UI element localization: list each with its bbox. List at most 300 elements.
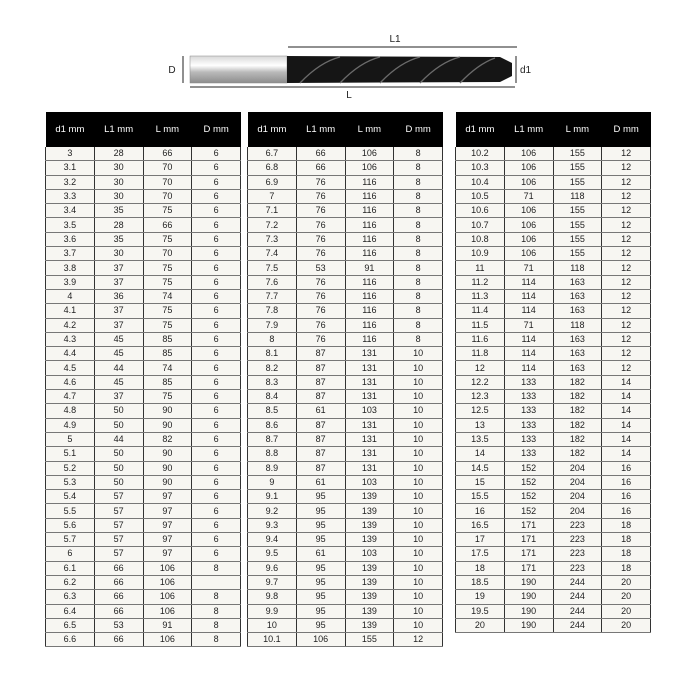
cell-l: 139	[345, 575, 394, 589]
cell-d1: 4	[46, 289, 95, 303]
table-row	[46, 490, 241, 504]
table-row	[248, 232, 443, 246]
cell-l1: 76	[296, 304, 345, 318]
table-row	[456, 218, 651, 232]
table-row	[248, 147, 443, 161]
table-row	[248, 247, 443, 261]
cell-d: 8	[192, 590, 241, 604]
cell-l1: 114	[504, 275, 553, 289]
header-d1: d1 mm	[46, 112, 95, 147]
cell-l1: 28	[94, 218, 143, 232]
table-row	[248, 175, 443, 189]
cell-d1: 6.5	[46, 618, 95, 632]
cell-d1: 12	[456, 361, 505, 375]
cell-d: 6	[192, 275, 241, 289]
header-d: D mm	[602, 112, 651, 147]
cell-l1: 106	[504, 247, 553, 261]
cell-d: 6	[192, 533, 241, 547]
cell-d: 6	[192, 147, 241, 161]
table-row	[456, 561, 651, 575]
cell-d: 20	[602, 575, 651, 589]
cell-d1: 3.8	[46, 261, 95, 275]
cell-d1: 18.5	[456, 575, 505, 589]
table-row	[456, 604, 651, 618]
cell-l: 139	[345, 561, 394, 575]
table-row	[46, 275, 241, 289]
table-row	[46, 518, 241, 532]
table-row	[46, 561, 241, 575]
table-row	[46, 604, 241, 618]
cell-l: 163	[553, 289, 602, 303]
cell-l: 106	[143, 575, 192, 589]
cell-d1: 16	[456, 504, 505, 518]
cell-d1: 5.6	[46, 518, 95, 532]
table-row	[456, 518, 651, 532]
table-row	[248, 261, 443, 275]
cell-l1: 87	[296, 447, 345, 461]
cell-d: 20	[602, 618, 651, 632]
cell-d: 8	[394, 247, 443, 261]
cell-l1: 57	[94, 547, 143, 561]
size-table-1	[45, 112, 241, 647]
cell-l1: 190	[504, 604, 553, 618]
cell-l1: 114	[504, 332, 553, 346]
cell-l: 131	[345, 447, 394, 461]
cell-l: 106	[345, 147, 394, 161]
cell-d: 10	[394, 418, 443, 432]
cell-l1: 37	[94, 261, 143, 275]
table-row	[46, 432, 241, 446]
cell-l1: 45	[94, 347, 143, 361]
table-row	[46, 175, 241, 189]
table-row	[248, 218, 443, 232]
cell-l: 74	[143, 289, 192, 303]
cell-l: 182	[553, 375, 602, 389]
l-label: L	[346, 90, 352, 101]
cell-l1: 87	[296, 361, 345, 375]
table-row	[456, 261, 651, 275]
cell-l: 90	[143, 404, 192, 418]
cell-d: 8	[394, 147, 443, 161]
cell-l1: 133	[504, 404, 553, 418]
cell-l1: 50	[94, 461, 143, 475]
cell-d: 12	[602, 289, 651, 303]
table-row	[46, 332, 241, 346]
cell-l: 116	[345, 232, 394, 246]
table-row	[46, 247, 241, 261]
cell-d1: 5.5	[46, 504, 95, 518]
cell-d1: 10.7	[456, 218, 505, 232]
cell-d1: 9.5	[248, 547, 297, 561]
cell-d: 10	[394, 561, 443, 575]
cell-l: 131	[345, 375, 394, 389]
cell-l: 116	[345, 247, 394, 261]
cell-l1: 66	[94, 561, 143, 575]
cell-l: 163	[553, 275, 602, 289]
table-row	[248, 418, 443, 432]
cell-l1: 114	[504, 361, 553, 375]
table-row	[46, 289, 241, 303]
cell-l1: 30	[94, 161, 143, 175]
cell-l1: 106	[504, 147, 553, 161]
cell-l: 66	[143, 218, 192, 232]
table-row	[248, 361, 443, 375]
cell-d1: 8.7	[248, 432, 297, 446]
cell-d1: 9.1	[248, 490, 297, 504]
table-row	[456, 275, 651, 289]
cell-d1: 9.2	[248, 504, 297, 518]
cell-d: 10	[394, 432, 443, 446]
table-row	[248, 461, 443, 475]
cell-d1: 11	[456, 261, 505, 275]
table-row	[456, 161, 651, 175]
cell-d: 10	[394, 361, 443, 375]
cell-l: 97	[143, 518, 192, 532]
d1-label: d1	[520, 65, 532, 76]
cell-l: 139	[345, 618, 394, 632]
cell-l1: 45	[94, 375, 143, 389]
cell-l1: 76	[296, 204, 345, 218]
cell-d1: 7.6	[248, 275, 297, 289]
cell-d: 18	[602, 533, 651, 547]
cell-l1: 95	[296, 561, 345, 575]
cell-l: 155	[553, 247, 602, 261]
cell-d: 6	[192, 204, 241, 218]
cell-d1: 4.6	[46, 375, 95, 389]
cell-d: 10	[394, 375, 443, 389]
cell-d: 8	[192, 618, 241, 632]
cell-d: 6	[192, 304, 241, 318]
cell-d1: 11.2	[456, 275, 505, 289]
cell-l: 85	[143, 375, 192, 389]
table-row	[456, 361, 651, 375]
cell-d1: 5.3	[46, 475, 95, 489]
cell-l: 75	[143, 232, 192, 246]
cell-l1: 133	[504, 390, 553, 404]
table-row	[248, 618, 443, 632]
cell-d: 8	[394, 318, 443, 332]
cell-l: 118	[553, 261, 602, 275]
cell-l: 204	[553, 461, 602, 475]
table-row	[456, 375, 651, 389]
cell-l: 103	[345, 475, 394, 489]
cell-d1: 4.9	[46, 418, 95, 432]
cell-l1: 50	[94, 447, 143, 461]
cell-l: 131	[345, 461, 394, 475]
cell-l1: 76	[296, 189, 345, 203]
table-row	[456, 575, 651, 589]
cell-d: 10	[394, 475, 443, 489]
cell-l: 116	[345, 275, 394, 289]
cell-l1: 106	[504, 161, 553, 175]
cell-d1: 10.6	[456, 204, 505, 218]
cell-d1: 8.6	[248, 418, 297, 432]
cell-d: 6	[192, 175, 241, 189]
cell-d1: 5	[46, 432, 95, 446]
cell-d1: 13.5	[456, 432, 505, 446]
cell-l1: 57	[94, 504, 143, 518]
cell-d1: 3.7	[46, 247, 95, 261]
cell-l: 103	[345, 547, 394, 561]
table-row	[248, 204, 443, 218]
cell-d1: 19	[456, 590, 505, 604]
cell-d1: 8.3	[248, 375, 297, 389]
cell-l1: 76	[296, 247, 345, 261]
cell-l: 204	[553, 475, 602, 489]
cell-d: 6	[192, 518, 241, 532]
cell-l1: 114	[504, 304, 553, 318]
drill-flutes	[287, 56, 512, 83]
cell-d: 12	[602, 147, 651, 161]
cell-d: 20	[602, 590, 651, 604]
cell-d1: 7.4	[248, 247, 297, 261]
cell-l: 118	[553, 189, 602, 203]
table-row	[248, 561, 443, 575]
header-d1: d1 mm	[248, 112, 297, 147]
table-row	[456, 447, 651, 461]
cell-l1: 95	[296, 490, 345, 504]
cell-d1: 3.6	[46, 232, 95, 246]
cell-l: 163	[553, 361, 602, 375]
cell-d1: 7	[248, 189, 297, 203]
cell-d: 8	[394, 189, 443, 203]
table-row	[46, 590, 241, 604]
cell-d1: 4.5	[46, 361, 95, 375]
cell-d: 6	[192, 390, 241, 404]
cell-d1: 10.1	[248, 633, 297, 647]
cell-d1: 7.8	[248, 304, 297, 318]
table-row	[456, 232, 651, 246]
cell-d1: 17.5	[456, 547, 505, 561]
cell-l1: 36	[94, 289, 143, 303]
cell-d: 8	[192, 633, 241, 647]
cell-l: 91	[345, 261, 394, 275]
cell-l: 116	[345, 189, 394, 203]
table-row	[248, 390, 443, 404]
table-row	[248, 318, 443, 332]
cell-d1: 6.1	[46, 561, 95, 575]
cell-d1: 11.6	[456, 332, 505, 346]
cell-l: 155	[553, 218, 602, 232]
table-row	[248, 633, 443, 647]
table-row	[456, 189, 651, 203]
cell-d1: 4.2	[46, 318, 95, 332]
cell-d: 14	[602, 447, 651, 461]
cell-l1: 50	[94, 404, 143, 418]
cell-d1: 7.1	[248, 204, 297, 218]
table-row	[456, 204, 651, 218]
table-header-row	[456, 112, 651, 147]
cell-d1: 8.8	[248, 447, 297, 461]
cell-l1: 171	[504, 533, 553, 547]
cell-d: 12	[602, 347, 651, 361]
cell-d1: 8.2	[248, 361, 297, 375]
cell-d1: 4.4	[46, 347, 95, 361]
table-row	[248, 332, 443, 346]
cell-d: 6	[192, 404, 241, 418]
cell-d1: 18	[456, 561, 505, 575]
table-row	[46, 461, 241, 475]
table-row	[456, 618, 651, 632]
cell-d: 6	[192, 189, 241, 203]
cell-l: 75	[143, 275, 192, 289]
cell-l1: 61	[296, 547, 345, 561]
cell-l: 82	[143, 432, 192, 446]
cell-l1: 106	[504, 232, 553, 246]
cell-d: 8	[394, 275, 443, 289]
cell-d: 10	[394, 518, 443, 532]
cell-d	[192, 575, 241, 589]
table-row	[46, 232, 241, 246]
table-row	[248, 304, 443, 318]
header-l: L mm	[553, 112, 602, 147]
cell-d1: 6.2	[46, 575, 95, 589]
cell-d1: 19.5	[456, 604, 505, 618]
cell-l1: 106	[504, 175, 553, 189]
cell-d1: 7.7	[248, 289, 297, 303]
cell-l: 116	[345, 218, 394, 232]
cell-d: 12	[602, 332, 651, 346]
size-table-2	[247, 112, 443, 647]
cell-l1: 152	[504, 475, 553, 489]
cell-l: 182	[553, 418, 602, 432]
cell-l1: 133	[504, 447, 553, 461]
cell-d: 12	[602, 361, 651, 375]
cell-l: 70	[143, 161, 192, 175]
cell-l1: 66	[94, 590, 143, 604]
cell-d1: 8	[248, 332, 297, 346]
cell-d1: 6.7	[248, 147, 297, 161]
cell-d: 10	[394, 547, 443, 561]
table-row	[248, 533, 443, 547]
cell-d: 16	[602, 475, 651, 489]
cell-l: 90	[143, 418, 192, 432]
table-row	[456, 147, 651, 161]
cell-d: 6	[192, 418, 241, 432]
table-row	[248, 575, 443, 589]
cell-d: 10	[394, 533, 443, 547]
cell-l: 131	[345, 361, 394, 375]
cell-l1: 190	[504, 590, 553, 604]
cell-l1: 76	[296, 175, 345, 189]
cell-l1: 76	[296, 218, 345, 232]
cell-l: 97	[143, 490, 192, 504]
cell-d: 6	[192, 161, 241, 175]
cell-d1: 12.5	[456, 404, 505, 418]
cell-d: 6	[192, 232, 241, 246]
cell-l: 223	[553, 561, 602, 575]
cell-d: 14	[602, 390, 651, 404]
cell-l: 75	[143, 318, 192, 332]
table-header-row	[248, 112, 443, 147]
table-row	[46, 418, 241, 432]
cell-d1: 4.1	[46, 304, 95, 318]
cell-l1: 87	[296, 418, 345, 432]
cell-d1: 7.9	[248, 318, 297, 332]
cell-l1: 53	[296, 261, 345, 275]
cell-d1: 6	[46, 547, 95, 561]
cell-l: 116	[345, 204, 394, 218]
cell-l1: 152	[504, 504, 553, 518]
cell-d1: 7.2	[248, 218, 297, 232]
cell-l1: 66	[296, 161, 345, 175]
cell-d1: 4.3	[46, 332, 95, 346]
cell-l: 90	[143, 475, 192, 489]
cell-d1: 7.5	[248, 261, 297, 275]
cell-l1: 66	[94, 633, 143, 647]
table-row	[46, 147, 241, 161]
cell-l: 244	[553, 590, 602, 604]
cell-l: 116	[345, 289, 394, 303]
table-row	[248, 347, 443, 361]
cell-d: 18	[602, 518, 651, 532]
cell-d1: 3.2	[46, 175, 95, 189]
cell-l: 106	[143, 561, 192, 575]
cell-d: 10	[394, 404, 443, 418]
cell-d: 14	[602, 432, 651, 446]
cell-d: 8	[394, 332, 443, 346]
cell-d: 8	[192, 604, 241, 618]
cell-d: 16	[602, 461, 651, 475]
cell-l: 139	[345, 604, 394, 618]
drill-bit-diagram	[0, 0, 700, 110]
cell-d1: 15.5	[456, 490, 505, 504]
table-row	[46, 375, 241, 389]
cell-l: 116	[345, 304, 394, 318]
table-row	[456, 347, 651, 361]
cell-l1: 76	[296, 289, 345, 303]
table-row	[456, 247, 651, 261]
table-row	[46, 347, 241, 361]
cell-d1: 5.1	[46, 447, 95, 461]
cell-l: 106	[143, 633, 192, 647]
cell-l1: 95	[296, 533, 345, 547]
cell-l1: 37	[94, 318, 143, 332]
table-row	[46, 390, 241, 404]
cell-l1: 152	[504, 461, 553, 475]
table-row	[248, 447, 443, 461]
table-row	[46, 475, 241, 489]
cell-d: 12	[602, 247, 651, 261]
cell-l1: 152	[504, 490, 553, 504]
cell-d1: 10	[248, 618, 297, 632]
cell-l: 116	[345, 332, 394, 346]
cell-d1: 12.2	[456, 375, 505, 389]
cell-l: 139	[345, 590, 394, 604]
cell-d: 12	[602, 318, 651, 332]
cell-l1: 66	[94, 604, 143, 618]
cell-l: 106	[345, 161, 394, 175]
table-row	[46, 361, 241, 375]
cell-d: 12	[602, 189, 651, 203]
cell-l: 116	[345, 318, 394, 332]
cell-l1: 35	[94, 232, 143, 246]
cell-l: 139	[345, 518, 394, 532]
header-l: L mm	[345, 112, 394, 147]
cell-l1: 95	[296, 590, 345, 604]
cell-d1: 9	[248, 475, 297, 489]
table-row	[248, 404, 443, 418]
d-label: D	[168, 65, 176, 76]
cell-l1: 190	[504, 575, 553, 589]
cell-d: 8	[394, 304, 443, 318]
l1-label: L1	[389, 34, 401, 45]
cell-d1: 5.4	[46, 490, 95, 504]
table-row	[248, 432, 443, 446]
cell-l1: 95	[296, 518, 345, 532]
cell-d1: 8.9	[248, 461, 297, 475]
table-row	[46, 189, 241, 203]
